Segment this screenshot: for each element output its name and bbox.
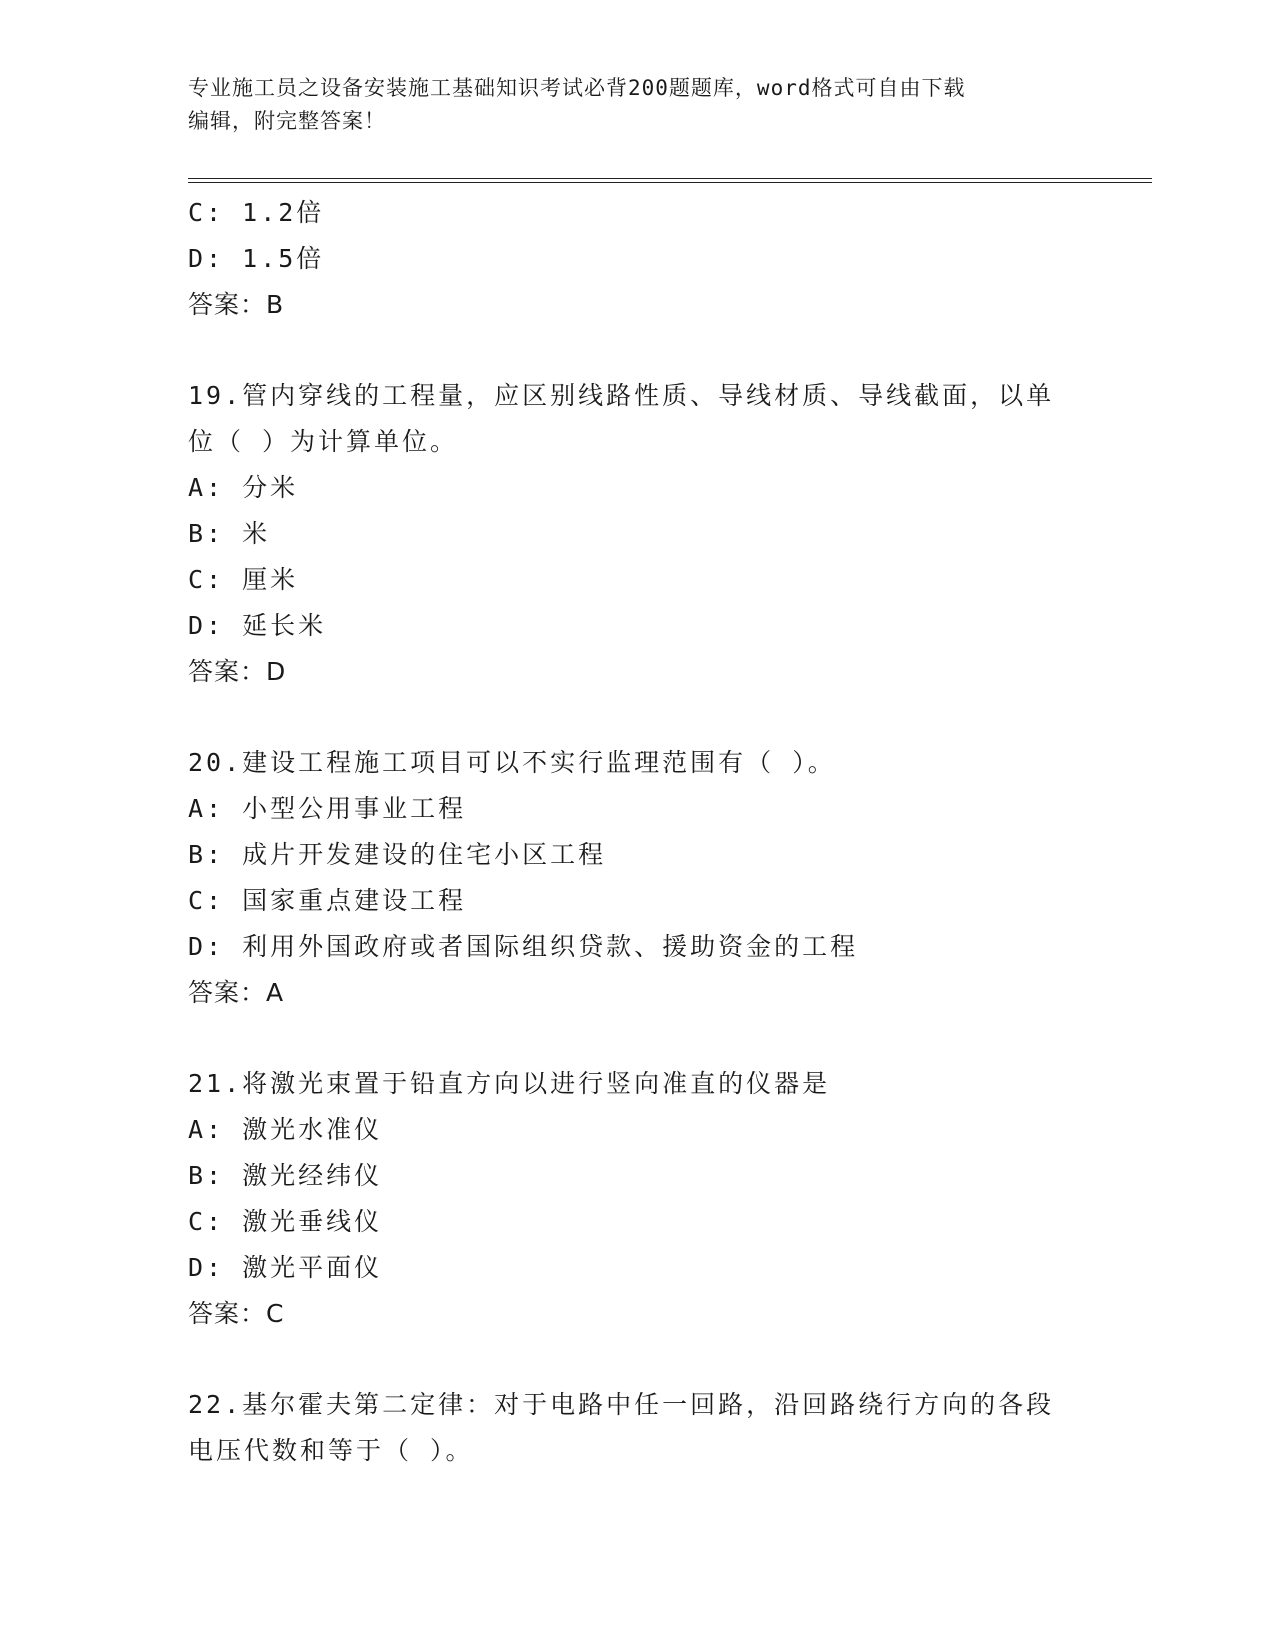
document-body (188, 190, 1088, 1474)
answer-line: 答案：C (188, 1299, 285, 1328)
option-d: D: 1.5倍 (188, 244, 325, 273)
question-22 (188, 1382, 1088, 1474)
option-a: A: 分米 (188, 473, 299, 502)
question-text-line-1: 19.管内穿线的工程量，应区别线路性质、导线材质、导线截面，以单 (188, 381, 1055, 410)
question-text-line-1: 22.基尔霍夫第二定律：对于电路中任一回路，沿回路绕行方向的各段 (188, 1390, 1055, 1419)
question-21 (188, 1061, 1088, 1337)
question-20 (188, 740, 1088, 1016)
option-c: C: 1.2倍 (188, 198, 325, 227)
option-d: D: 延长米 (188, 611, 327, 640)
question-text-line-1: 20.建设工程施工项目可以不实行监理范围有（ ）。 (188, 748, 836, 777)
option-c: C: 厘米 (188, 565, 299, 594)
option-c: C: 激光垂线仪 (188, 1207, 383, 1236)
option-a: A: 激光水准仪 (188, 1115, 383, 1144)
question-text-line-2: 电压代数和等于（ ）。 (188, 1436, 474, 1465)
header-divider (188, 178, 1152, 183)
option-c: C: 国家重点建设工程 (188, 886, 467, 915)
document-header (188, 72, 1088, 138)
question-18-continuation (188, 190, 1088, 328)
option-b: B: 米 (188, 519, 271, 548)
option-a: A: 小型公用事业工程 (188, 794, 467, 823)
option-b: B: 激光经纬仪 (188, 1161, 383, 1190)
question-19 (188, 373, 1088, 695)
question-text-line-2: 位（ ）为计算单位。 (188, 427, 459, 456)
header-title-line-1: 专业施工员之设备安装施工基础知识考试必背200题题库，word格式可自由下载 (188, 76, 966, 100)
answer-line: 答案：B (188, 290, 285, 319)
option-d: D: 利用外国政府或者国际组织贷款、援助资金的工程 (188, 932, 859, 961)
option-d: D: 激光平面仪 (188, 1253, 383, 1282)
option-b: B: 成片开发建设的住宅小区工程 (188, 840, 607, 869)
answer-line: 答案：A (188, 978, 285, 1007)
header-title-line-2: 编辑，附完整答案！ (188, 109, 386, 133)
answer-line: 答案：D (188, 657, 287, 686)
question-text-line-1: 21.将激光束置于铅直方向以进行竖向准直的仪器是 (188, 1069, 831, 1098)
